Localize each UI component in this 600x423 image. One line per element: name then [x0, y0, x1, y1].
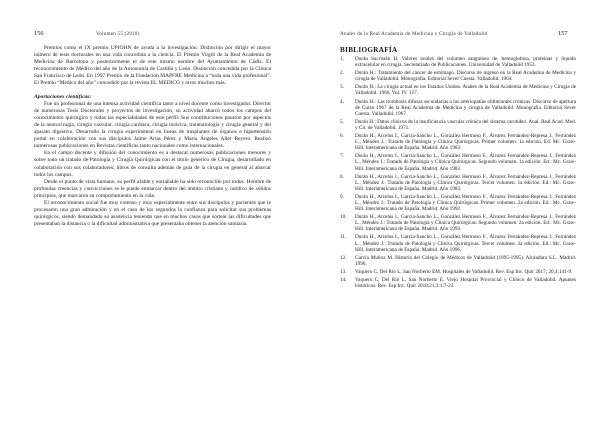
reference-item — [340, 174, 576, 192]
reference-number: 2. — [340, 70, 344, 77]
reference-text: Durán H.: La cirugía actual en los Estados Unidos. Anales de la Real Academia de Medicina y Cirugía de Valladolid. 1966, Vol. IV. 127. — [355, 84, 576, 97]
bibliography-section — [340, 46, 576, 291]
reference-text: Durán H., Arcelus I., García-Sancho L., González Hermoso F., Álvarez Fernández-Represa J., Ferrández L., Méndez J.: Tratado de Patología y Clínica Quirúrgicas. Segundo volumen. 2a edición. Ed.: Mc. Graw-Hill. Interamericana de España. Madrid. Año 1993. — [355, 214, 576, 233]
reference-item — [340, 277, 576, 289]
reference-text: Durán H., Arcelus I., García-Sancho L., González Hermoso F., Álvarez Fernández-Represa J., Ferrández L., Méndez J.: Tratado de Patología y Clínica Quirúrgicas. Tercer volumen. 1a edición. Ed.: Mc. Graw-Hill. Interamericana de España. Madrid. Año 1983. — [355, 173, 576, 192]
reference-number: 4. — [340, 98, 344, 105]
reference-number: 9. — [340, 193, 344, 200]
reference-text: Durán Sacristán H. Valores totales del volumen sanguíneo de, hemoglobina, proteínas y líquido extracelular en cirugía. Secretariado de Publicaciones. Universidad de Valladolid 1953. — [355, 56, 576, 69]
reference-item — [340, 133, 576, 151]
reference-text: Durán H., Arcelus I., García-Sancho L., González Hermoso F., Álvarez Fernández-Represa J., Ferrández L., Méndez J.: Tratado de Patología y Clínica Quirúrgicas. Primer volumen. 1a edición. Ed. Mc. Graw-Hill. Interamericana de España. Madrid. Año 1983. — [355, 133, 576, 152]
reference-item — [340, 119, 576, 131]
reference-item — [340, 214, 576, 232]
reference-item — [340, 56, 576, 68]
reference-item — [340, 269, 576, 275]
reference-text: García Muñoz M. Historia del Colegio de Médicos de Valladolid (1895-1995). Alcándara S.L. Madrid. 1996. — [355, 254, 576, 267]
page-number: 157 — [558, 30, 568, 37]
reference-item — [340, 70, 576, 82]
reference-item — [340, 255, 576, 267]
paragraph: Desde el punto de vista humano, su perfil afable y entrañable ha sido reconocido por todos. Hombre de profundas creencias y convicciones se le puede enmarcar dentro del ámbito cristiano y católico de sólidos principios, que marcaron su comportamiento en la vida. — [34, 178, 271, 199]
reference-text: Durán H.: Tratamiento del cáncer de estómago. Discurso de ingreso en la Real Academia de Medicina y cirugía de Valladolid. Monografía. Editorial Sever Cuesta. Valladolid. 1964. — [355, 70, 576, 83]
reference-text: Durán H., Arcelus I., García-Sancho L., González Hermoso F., Álvarez Fernández-Represa J., Ferrández L., Méndez J.: Tratado de Patología y Clínica Quirúrgicas. Tercer volumen. 2a edición. Ed.: Mc. Graw-Hill. Interamericana de España. Madrid. Año 1996. — [355, 234, 576, 253]
reference-number: 14. — [340, 277, 347, 283]
body-text-column — [34, 45, 271, 228]
paragraph: Fue un profesional de una intensa actividad científica tanto a nivel docente como investigador. Director de numerosas Tesis Doctorales y proyectos de investigación, su actividad abarcó todos los campos del conocimiento quirúrgico y todas las especialidades de este perfil. Sus contribuciones pasaron por aspectos de la neurocirugía, cirugía vascular, cirugía cardiaca, cirugía torácica, traumatología y cirugía general y del aparato digestivo. Desarrolló la cirugía experimental en líneas de trasplantes de órganos e hipertensión portal en colaboración con sus discípulos Jaime Arias Pérez y María Ángeles Aller Reyero. Realizó numerosas publicaciones en Revistas científicas tanto nacionales como internacionales. — [34, 100, 271, 150]
reference-number: 13. — [340, 268, 347, 275]
section-heading: Aportaciones científicas: — [34, 93, 92, 100]
reference-item — [340, 194, 576, 212]
reference-text: Durán H., Arcelus I., García-Sancho L., González Hermoso F., Álvarez Fernández-Represa J., Ferrández L., Méndez J.: Tratado de Patología y Clínica Quirúrgicas. Primer volumen. 2a edición. Ed.: Mc. Graw-Hill. Interamericana de España. Madrid. Año 1992. — [355, 193, 576, 213]
right-page — [300, 0, 600, 423]
reference-text: Durán H.: Datos clínicos de la insuficiencia vascular crónica del sistema carotídeo. Anal. Real Acad. Med. y Cir. de Valladolid. 1971. — [355, 118, 576, 131]
reference-number: 8. — [340, 173, 344, 180]
reference-number: 11. — [340, 234, 347, 241]
reference-number: 1. — [340, 56, 344, 62]
reference-text: Vaquero C, Del Río L, San Norberto EM. Hospitales de Valladolid. Rev. Esp Inv. Quir 2017; 20,4:141-9. — [355, 268, 573, 275]
page-number: 156 — [34, 30, 44, 37]
paragraph: Premios como el IX premio UPIOHN de ayuda a la investigación. Distinción por dirigir el mayor número de tesis doctorales en una vida concedida a la ciencia. El Premio Virgili de la Real Academia de Medicina de Barcelona y posteriormente el de este mismo nombre del Ayuntamiento de Cádiz. El reconocimiento de Médico del año de la Autonomía de Castilla y León. Distinción concedida por la Clínica San Francisco de León. En 1997 Premio de la Fundación MAPFRE Medicina a “toda una vida profesional”. El Premio “Médico del año” concedido por la revista EL MEDICO y otros muchos más. — [34, 45, 271, 87]
reference-number: 3. — [340, 84, 344, 91]
reference-number: 7. — [340, 153, 344, 160]
reference-number: 6. — [340, 133, 344, 140]
reference-number: 5. — [340, 118, 344, 125]
reference-text: Durán H., Arcelus I., García-Sancho L., González Hermoso F., Álvarez Fernández-Represa J., Ferrández L., Méndez J.: Tratado de Patología y Clínica Quirúrgicas. Segundo volumen. 1a edición. Ed.: Mc. Graw-Hill. Interamericana de España. Madrid. Año 1983. — [355, 153, 576, 172]
reference-text: Durán H.: Las trombosis difusas secundarias a las arteriopatías obliterantes crónicas. Discurso de apertura de Curso 1967 de la Real Academia de Medicina y cirugía de Valladolid. Monografía. Editorial Sever Cuesta. Valladolid. 1967. — [355, 98, 576, 117]
reference-number: 10. — [340, 214, 347, 221]
reference-item — [340, 99, 576, 117]
bibliography-heading: BIBLIOGRAFÍA — [340, 46, 398, 54]
paragraph: En el campo docente y difusión del conocimiento es a destacar numerosas publicaciones menores y sobre todo un tratado de Patología y Cirugía Quirúrgicas con el título genérico de Cirugía, desarrollado en colaboración con sus colaboradores; libros de consulta además de guía de la cirugía en general al abarcar todos los campos. — [34, 150, 271, 178]
reference-item — [340, 153, 576, 171]
reference-item — [340, 84, 576, 96]
paragraph: El reconocimiento social fue muy extenso y muy especialmente entre sus discípulos y pacientes que le procesaron una gran admiración y en el caso de los segundos la confianza para solicitar sus problemas quirúrgicos, siendo demandado su asistencia teniendo que en muchos casos que sortear las dificultades que presentaban la distancia o la dificultad administrativa que presentaba obtener la atención sanitaria. — [34, 199, 271, 228]
running-head: Volumen 55 (2018) — [96, 31, 140, 37]
reference-text: Vaquero C, Del Río L, San Norberto E. Viejo Hospital Provincial y Clínico de Valladolid. Apuntes históricos. Rev. Esp Inv. Quir 2018;21,3:1:7-23. — [355, 277, 576, 290]
reference-number: 12. — [340, 254, 347, 261]
reference-list — [340, 56, 576, 289]
running-head: Anales de la Real Academia de Medicina y Cirugía de Valladolid — [340, 31, 488, 37]
reference-item — [340, 234, 576, 252]
